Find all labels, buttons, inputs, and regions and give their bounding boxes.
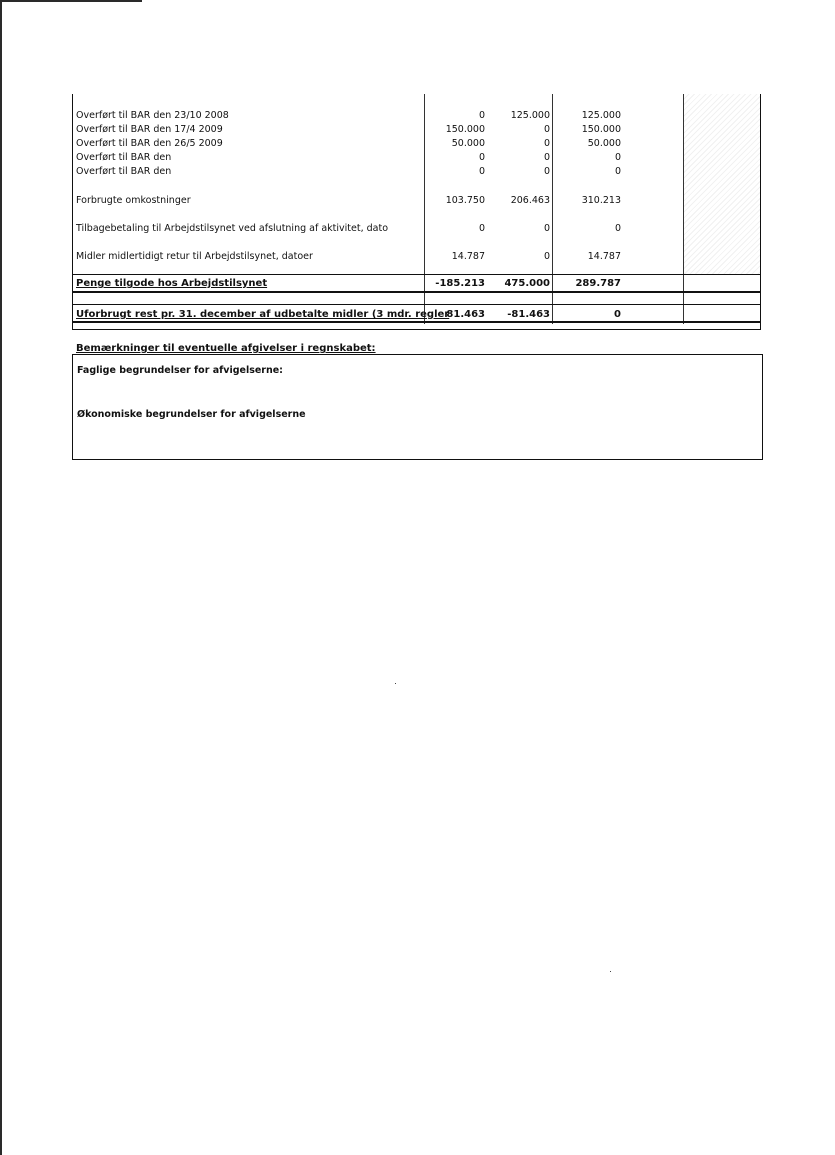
row-label: Overført til BAR den 23/10 2008 — [76, 110, 229, 121]
row-value-col3: 0 — [614, 223, 621, 234]
unused-value-col1: 81.463 — [446, 309, 485, 320]
row-value-col1: 14.787 — [451, 251, 485, 262]
row-label: Overført til BAR den 26/5 2009 — [76, 138, 223, 149]
scan-noise — [684, 94, 760, 274]
scan-speck — [610, 971, 611, 972]
row-value-col2: 0 — [543, 138, 550, 149]
page-edge-top — [0, 0, 142, 2]
table-border-bottom — [72, 329, 761, 330]
row-label: Forbrugte omkostninger — [76, 195, 191, 206]
table-border-left — [72, 94, 73, 330]
rule-below-unused — [72, 321, 761, 323]
row-label: Tilbagebetaling til Arbejdstilsynet ved afslutning af aktivitet, dato — [76, 223, 389, 234]
row-value-col3: 150.000 — [581, 124, 621, 135]
row-label: Overført til BAR den 17/4 2009 — [76, 124, 223, 135]
total-label: Penge tilgode hos Arbejdstilsynet — [76, 278, 268, 289]
row-value-col1: 0 — [478, 110, 485, 121]
row-value-col3: 50.000 — [587, 138, 621, 149]
row-value-col2: 0 — [543, 251, 550, 262]
remarks-title: Bemærkninger til eventuelle afgivelser i regnskabet: — [76, 343, 376, 354]
row-value-col1: 150.000 — [445, 124, 485, 135]
unused-label: Uforbrugt rest pr. 31. december af udbetalte midler (3 mdr. regler — [76, 309, 450, 320]
page-edge-left — [0, 0, 2, 1155]
unused-value-col2: -81.463 — [507, 309, 550, 320]
row-value-col1: 50.000 — [451, 138, 485, 149]
row-value-col1: 0 — [478, 166, 485, 177]
row-label: Overført til BAR den — [76, 152, 172, 163]
row-value-col3: 125.000 — [581, 110, 621, 121]
remarks-box — [72, 354, 763, 460]
accounts-table — [72, 94, 761, 330]
rule-above-total — [72, 274, 761, 275]
row-value-col2: 0 — [543, 152, 550, 163]
remarks-economic: Økonomiske begrundelser for afvigelserne — [77, 409, 306, 420]
row-value-col1: 103.750 — [445, 195, 485, 206]
row-value-col2: 0 — [543, 124, 550, 135]
rule-below-total — [72, 291, 761, 293]
row-value-col1: 0 — [478, 152, 485, 163]
row-value-col2: 206.463 — [510, 195, 550, 206]
row-label: Overført til BAR den — [76, 166, 172, 177]
row-value-col2: 125.000 — [510, 110, 550, 121]
row-value-col3: 310.213 — [581, 195, 621, 206]
table-border-right — [760, 94, 761, 330]
row-value-col3: 0 — [614, 152, 621, 163]
row-value-col3: 0 — [614, 166, 621, 177]
total-value-col3: 289.787 — [575, 278, 621, 289]
row-value-col2: 0 — [543, 166, 550, 177]
row-value-col3: 14.787 — [587, 251, 621, 262]
row-value-col2: 0 — [543, 223, 550, 234]
total-value-col2: 475.000 — [504, 278, 550, 289]
total-value-col1: -185.213 — [435, 278, 485, 289]
unused-value-col3: 0 — [614, 309, 621, 320]
scan-speck — [395, 683, 396, 684]
remarks-professional: Faglige begrundelser for afvigelserne: — [77, 365, 283, 376]
rule-above-unused — [72, 304, 761, 305]
column-divider-2 — [552, 94, 553, 324]
row-label: Midler midlertidigt retur til Arbejdstilsynet, datoer — [76, 251, 313, 262]
row-value-col1: 0 — [478, 223, 485, 234]
